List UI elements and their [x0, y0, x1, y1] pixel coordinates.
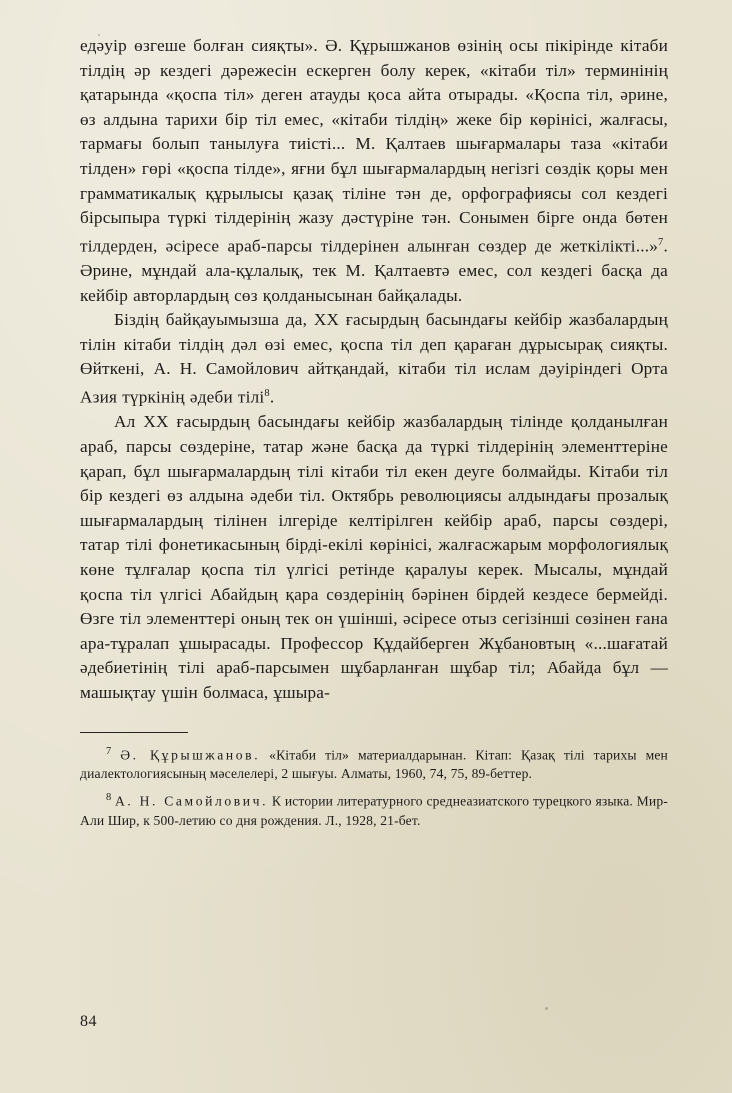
- footnote-item: [80, 742, 668, 784]
- paragraph-1-text: едәуір өзгеше болған сияқты». Ә. Құрышжанов өзінің осы пікірінде кітаби тілдің әр кездегі дәрежесін ескерген болу керек, «кітаби тіл» терминінің қатарында «қоспа тіл» деген атауды қоса айта отырады. «Қоспа тіл, әрине, өз алдына тарихи бір тіл емес, «кітаби тілдің» жеке бір көрінісі, жалғасы, тармағы болып танылуға тиісті... М. Қалтаев шығармалары таза «кітаби тілден» гөрі «қоспа тілде», яғни бұл шығармалардың негізгі сөздік қоры мен грамматикалық құрылысы қазақ тіліне тән де, орфографиясы сол кездегі бірсыпыра түркі тілдерінің жазу дәстүріне тән. Сонымен бірге онда бөтен тілдерден, әсіресе араб-парсы тілдерінен алынған сөздер де жеткілікті...»: [80, 36, 668, 256]
- paper-speck: [98, 34, 100, 36]
- paragraph-2-text: Біздің байқауымызша да, XX ғасырдың басындағы кейбір жазбалардың тілін кітаби тілдің дәл өзі емес, қоспа тіл деп қараған дұрысырақ сияқты. Өйткені, А. Н. Самойлович айтқандай, кітаби тіл ислам дәуіріндегі Орта Азия түркінің әдеби тілі: [80, 310, 668, 407]
- footnotes: [80, 742, 668, 831]
- paragraph-1-tail: . Әрине, мұндай ала-құлалық, тек М. Қалтаевтә емес, сол кездегі басқа да кейбір авторлардың сөз қолданысынан байқалады.: [80, 236, 668, 305]
- paper-speck: [545, 1007, 548, 1010]
- footnote-author: Ә. Құрышжанов.: [120, 747, 261, 763]
- footnote-text: К истории литературного среднеазиатского турецкого языка. Мир-Али Шир, к 500-летию со дня рождения. Л., 1928, 21-бет.: [80, 793, 668, 828]
- footnote-author: А. Н. Самойлович.: [115, 793, 269, 809]
- footnote-ref-8: 8: [264, 388, 270, 400]
- paragraph-2: [80, 308, 668, 410]
- body-text: [80, 34, 668, 706]
- paragraph-2-tail: .: [269, 387, 275, 407]
- footnote-separator: [80, 732, 188, 733]
- footnote-marker: 8: [106, 791, 112, 803]
- footnote-item: [80, 788, 668, 830]
- paragraph-3-text: Ал XX ғасырдың басындағы кейбір жазбалардың тілінде қолданылған араб, парсы сөздеріне, татар және басқа да түркі тілдерінің элементтеріне қарап, бұл шығармалардың тілі кітаби тіл екен деуге болмайды. Кітаби тіл бір кездегі өз алдына әдеби тіл. Октябрь революциясы алдындағы прозалық шығармалардың тілінен ілгеріде келтірілген кейбір араб, парсы сөздері, татар тілі фонетикасының бірді-екілі көрінісі, жалғасжарым морфологиялық көне тұлғалар қоспа тіл үлгісі ретінде қаралуы керек. Мысалы, мұндай қоспа тіл үлгісі Абайдың қара сөздерінің бәрінен бірдей кездесе бермейді. Өзге тіл элементтері оның тек он үшінші, әсіресе отыз сегізінші сөзінен ғана ара-тұралап ұшырасады. Профессор Құдайберген Жұбановтың «...шағатай әдебиетінің тілі араб-парсымен шұбарланған шұбар тіл; Абайда бұл — машықтау үшін болмаса, ұшыра-: [80, 412, 668, 702]
- paragraph-1: [80, 34, 668, 308]
- footnote-marker: 7: [106, 745, 112, 757]
- paragraph-3: [80, 410, 668, 705]
- page-number: 84: [80, 1013, 97, 1030]
- footnote-ref-7: 7: [658, 236, 664, 248]
- footnote-text: «Кітаби тіл» материалдарынан. Кітап: Қазақ тілі тарихы мен диалектологиясының мәселелері, 2 шығуы. Алматы, 1960, 74, 75, 89-беттер.: [80, 747, 668, 782]
